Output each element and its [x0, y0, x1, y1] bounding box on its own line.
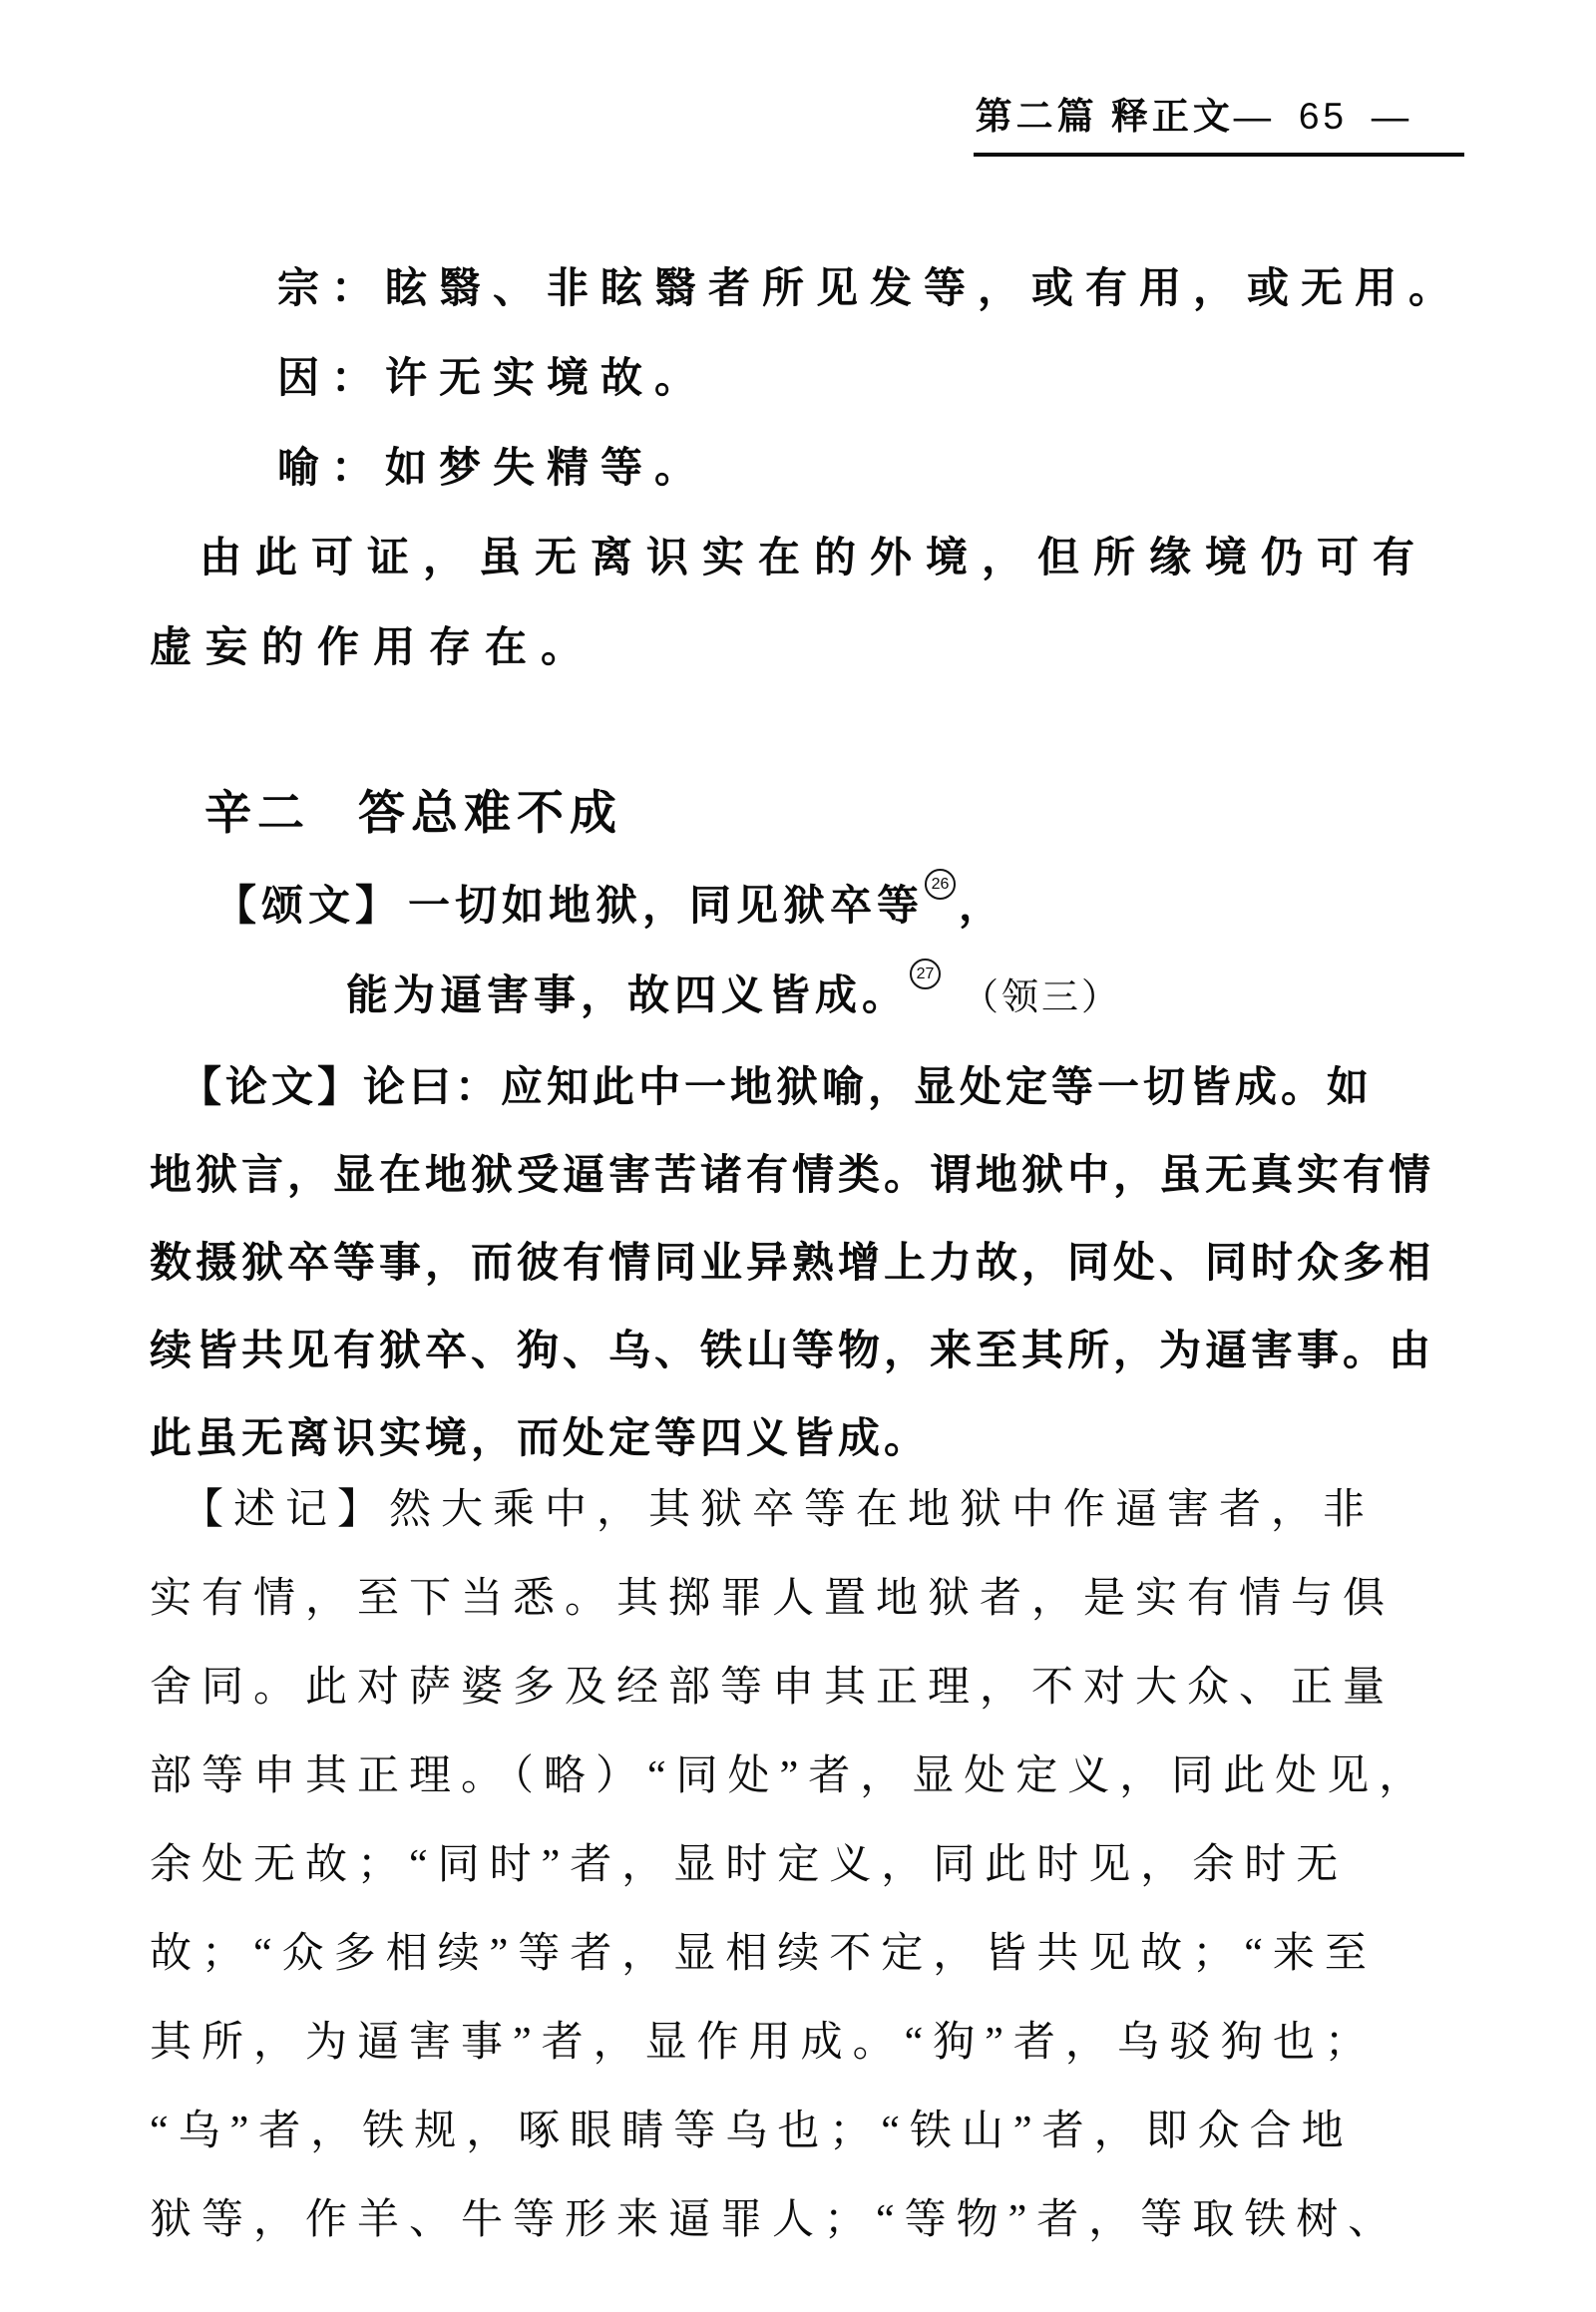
verse-line-1: [150, 861, 1486, 951]
text-line: 狱等，作羊、牛等形来逼罪人；“等物”者，等取铁树、: [150, 2197, 1400, 2243]
footnote-marker: 27: [910, 959, 941, 989]
verse-line-1-tail: ，: [959, 882, 1006, 929]
text-line: 喻：如梦失精等。: [277, 446, 709, 492]
text-line: “乌”者，铁规，啄眼睛等乌也；“铁山”者，即众合地: [150, 2109, 1354, 2154]
footnote-marker: 26: [925, 869, 956, 900]
text-line: 【述记】然大乘中，其狱卒等在地狱中作逼害者，非: [182, 1487, 1376, 1533]
page-body: [0, 244, 1596, 2265]
text-line: 由此可证，虽无离识实在的外境，但所缘境仍可有: [200, 536, 1429, 581]
page-number: 65: [1298, 96, 1348, 137]
verse-line-2: [150, 951, 1486, 1043]
text-line: 其所，为逼害事”者，显作用成。“狗”者，乌驳狗也；: [150, 2020, 1377, 2066]
conclusion-paragraph: [150, 514, 1486, 693]
text-line: 因：许无实境故。: [277, 356, 709, 402]
header-dash-left: —: [1233, 97, 1275, 138]
verse-block: [150, 861, 1486, 1043]
chapter-title: 第二篇 释正文: [975, 97, 1234, 138]
text-line: 数摄狱卒等事，而彼有情同业异熟增上力故，同处、同时众多相: [150, 1239, 1435, 1286]
section-heading-title: 答总难不成: [358, 786, 622, 839]
text-line: 此虽无离识实境，而处定等四义皆成。: [150, 1414, 931, 1461]
verse-line-2-text: 能为逼害事，故四义皆成。: [346, 971, 910, 1018]
text-line: 地狱言，显在地狱受逼害苦诸有情类。谓地狱中，虽无真实有情: [150, 1151, 1435, 1198]
syllogism-block: [150, 244, 1486, 514]
text-line: 续皆共见有狱卒、狗、乌、铁山等物，来至其所，为逼害事。由: [150, 1327, 1435, 1373]
text-line: 舍同。此对萨婆多及经部等申其正理，不对大众、正量: [150, 1665, 1396, 1711]
treatise-paragraph: [150, 1043, 1486, 1482]
text-line: 虚妄的作用存在。: [150, 625, 598, 671]
text-line: 故；“众多相续”等者，显相续不定，皆共见故；“来至: [150, 1931, 1377, 1977]
text-line: 实有情，至下当悉。其掷罪人置地狱者，是实有情与俱: [150, 1576, 1396, 1622]
text-line: 宗：眩翳、非眩翳者所见发等，或有用，或无用。: [277, 266, 1463, 312]
section-heading-number: 辛二: [204, 786, 310, 839]
text-line: 余处无故；“同时”者，显时定义，同此时见，余时无: [150, 1842, 1349, 1888]
header-dash-right: —: [1372, 97, 1412, 138]
text-line: 【论文】论曰：应知此中一地狱喻，显处定等一切皆成。如: [180, 1063, 1374, 1110]
section-heading: [150, 765, 1486, 861]
running-header: [974, 96, 1464, 157]
commentary-paragraph: [150, 1466, 1486, 2265]
verse-label: 【颂文】: [214, 882, 403, 929]
verse-annotation: （领三）: [962, 977, 1122, 1018]
verse-line-1-text: 一切如地狱，同见狱卒等: [408, 882, 925, 929]
text-line: 部等申其正理。（略）“同处”者，显处定义，同此处见，: [150, 1753, 1431, 1799]
page-header: [0, 96, 1596, 157]
